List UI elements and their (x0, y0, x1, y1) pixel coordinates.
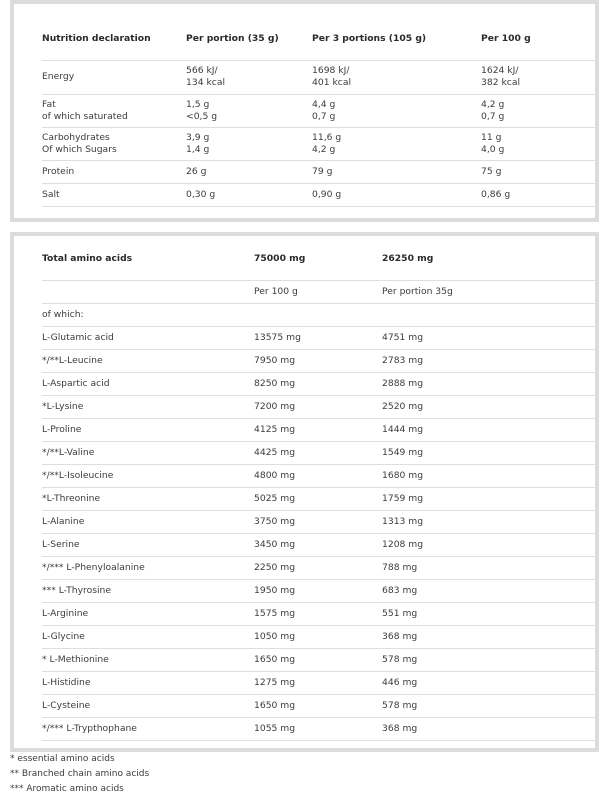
amino-cell-name: L-Proline (42, 418, 254, 441)
nutrition-cell-portion (186, 160, 312, 183)
amino-row (42, 602, 599, 625)
amino-header-portion: 26250 mg (382, 238, 599, 280)
nutrition-cell-line: Protein (42, 165, 75, 177)
amino-cell-per100: 7200 mg (254, 395, 382, 418)
amino-row (42, 556, 599, 579)
amino-cell-portion: 1549 mg (382, 441, 599, 464)
nutrition-table (42, 18, 599, 207)
amino-subheader-per-100: Per 100 g (254, 280, 382, 303)
nutrition-cell-line: 26 g (186, 165, 207, 177)
amino-cell-portion: 788 mg (382, 556, 599, 579)
amino-header-row (42, 238, 599, 280)
nutrition-cell-portion (186, 60, 312, 94)
nutrition-cell-hundred (481, 60, 599, 94)
amino-subheader-row (42, 280, 599, 303)
nutrition-cell-line: 0,90 g (312, 188, 342, 200)
amino-cell-name: */*** L-Phenyloalanine (42, 556, 254, 579)
amino-row (42, 464, 599, 487)
nutrition-cell-line: 4,2 g (312, 143, 336, 155)
nutrition-cell-line: 0,30 g (186, 188, 216, 200)
nutrition-cell-hundred (481, 127, 599, 160)
amino-cell-portion: 2520 mg (382, 395, 599, 418)
amino-cell-per100: 1575 mg (254, 602, 382, 625)
amino-cell-portion: 1444 mg (382, 418, 599, 441)
nutrition-cell-line: 1624 kJ/ (481, 65, 519, 76)
amino-panel (10, 232, 599, 752)
nutrition-cell-label (42, 94, 186, 127)
footnote-essential: * essential amino acids (10, 754, 115, 764)
amino-cell-name: * L-Methionine (42, 648, 254, 671)
nutrition-cell-three (312, 160, 481, 183)
nutrition-cell-line: Carbohydrates (42, 131, 110, 143)
nutrition-cell-three (312, 183, 481, 206)
nutrition-cell-line: 1698 kJ/ (312, 65, 350, 76)
amino-subheader-label (42, 280, 254, 303)
nutrition-header-per-100: Per 100 g (481, 18, 599, 60)
amino-row (42, 510, 599, 533)
amino-body (42, 326, 599, 740)
nutrition-cell-line: Fat (42, 98, 56, 110)
nutrition-cell-line: 79 g (312, 165, 333, 177)
amino-cell-per100: 1275 mg (254, 671, 382, 694)
nutrition-cell-label (42, 183, 186, 206)
nutrition-body (42, 60, 599, 206)
nutrition-cell-line: 1,5 g (186, 98, 210, 110)
amino-cell-per100: 1650 mg (254, 648, 382, 671)
amino-cell-per100: 5025 mg (254, 487, 382, 510)
amino-cell-per100: 1950 mg (254, 579, 382, 602)
amino-cell-portion: 4751 mg (382, 326, 599, 349)
amino-cell-per100: 3750 mg (254, 510, 382, 533)
nutrition-row (42, 60, 599, 94)
amino-cell-name: L-Cysteine (42, 694, 254, 717)
nutrition-cell-line: of which saturated (42, 110, 128, 122)
nutrition-cell-three (312, 127, 481, 160)
amino-cell-portion: 368 mg (382, 625, 599, 648)
amino-cell-per100: 4425 mg (254, 441, 382, 464)
amino-table (42, 238, 599, 741)
amino-header-per-100: 75000 mg (254, 238, 382, 280)
amino-cell-per100: 4125 mg (254, 418, 382, 441)
amino-cell-name: L-Alanine (42, 510, 254, 533)
amino-cell-per100: 1050 mg (254, 625, 382, 648)
amino-cell-per100: 7950 mg (254, 349, 382, 372)
amino-row (42, 487, 599, 510)
amino-cell-portion: 1680 mg (382, 464, 599, 487)
amino-cell-portion: 1208 mg (382, 533, 599, 556)
amino-row (42, 533, 599, 556)
nutrition-panel-inner (14, 4, 595, 218)
amino-cell-name: L-Arginine (42, 602, 254, 625)
nutrition-header-label: Nutrition declaration (42, 18, 186, 60)
amino-row (42, 418, 599, 441)
nutrition-header-three-portions: Per 3 portions (105 g) (312, 18, 481, 60)
amino-cell-name: *L-Threonine (42, 487, 254, 510)
amino-cell-portion: 683 mg (382, 579, 599, 602)
amino-cell-portion: 446 mg (382, 671, 599, 694)
amino-cell-portion: 2888 mg (382, 372, 599, 395)
nutrition-cell-label (42, 127, 186, 160)
amino-cell-name: */**L-Leucine (42, 349, 254, 372)
amino-cell-portion: 368 mg (382, 717, 599, 740)
nutrition-row (42, 127, 599, 160)
amino-cell-portion: 1759 mg (382, 487, 599, 510)
amino-header-label: Total amino acids (42, 238, 254, 280)
nutrition-cell-line: 134 kcal (186, 77, 226, 88)
nutrition-row (42, 94, 599, 127)
amino-cell-portion: 2783 mg (382, 349, 599, 372)
nutrition-cell-line: 0,86 g (481, 188, 511, 200)
nutrition-cell-line: 3,9 g (186, 131, 210, 143)
amino-row (42, 326, 599, 349)
amino-cell-per100: 8250 mg (254, 372, 382, 395)
nutrition-cell-hundred (481, 183, 599, 206)
amino-cell-name: */*** L-Trypthophane (42, 717, 254, 740)
nutrition-cell-line: 0,7 g (481, 110, 505, 122)
nutrition-cell-line: 566 kJ/ (186, 65, 218, 76)
amino-cell-portion: 1313 mg (382, 510, 599, 533)
nutrition-cell-three (312, 94, 481, 127)
nutrition-cell-line: 0,7 g (312, 110, 336, 122)
nutrition-row (42, 183, 599, 206)
amino-cell-name: L-Aspartic acid (42, 372, 254, 395)
nutrition-cell-hundred (481, 94, 599, 127)
amino-row (42, 671, 599, 694)
nutrition-cell-line: 382 kcal (481, 77, 521, 88)
nutrition-cell-line: 11 g (481, 131, 502, 143)
amino-row (42, 648, 599, 671)
amino-row (42, 441, 599, 464)
nutrition-cell-line: 11,6 g (312, 131, 342, 143)
nutrition-cell-line: 75 g (481, 165, 502, 177)
amino-row (42, 372, 599, 395)
amino-row (42, 395, 599, 418)
nutrition-header-portion: Per portion (35 g) (186, 18, 312, 60)
nutrition-cell-line: 401 kcal (312, 77, 352, 88)
nutrition-cell-line: 1,4 g (186, 143, 210, 155)
nutrition-cell-line: <0,5 g (186, 110, 218, 122)
amino-cell-name: */**L-Valine (42, 441, 254, 464)
amino-cell-name: L-Serine (42, 533, 254, 556)
nutrition-cell-line: Salt (42, 188, 60, 200)
amino-cell-per100: 3450 mg (254, 533, 382, 556)
nutrition-cell-label (42, 60, 186, 94)
nutrition-cell-hundred (481, 160, 599, 183)
amino-row (42, 717, 599, 740)
amino-row (42, 349, 599, 372)
amino-cell-portion: 578 mg (382, 694, 599, 717)
nutrition-cell-line: 4,4 g (312, 98, 336, 110)
amino-cell-per100: 2250 mg (254, 556, 382, 579)
amino-cell-per100: 1055 mg (254, 717, 382, 740)
amino-cell-name: */**L-Isoleucine (42, 464, 254, 487)
amino-of-which-empty (254, 303, 382, 326)
amino-cell-portion: 551 mg (382, 602, 599, 625)
nutrition-cell-portion (186, 127, 312, 160)
nutrition-cell-line: Energy (42, 71, 75, 82)
nutrition-header-row (42, 18, 599, 60)
amino-of-which-row (42, 303, 599, 326)
nutrition-cell-portion (186, 94, 312, 127)
nutrition-cell-line: 4,2 g (481, 98, 505, 110)
amino-panel-inner (14, 236, 595, 748)
nutrition-cell-three (312, 60, 481, 94)
amino-of-which-empty (382, 303, 599, 326)
amino-cell-per100: 4800 mg (254, 464, 382, 487)
amino-cell-name: L-Histidine (42, 671, 254, 694)
amino-cell-name: L-Glutamic acid (42, 326, 254, 349)
nutrition-cell-line: 4,0 g (481, 143, 505, 155)
nutrition-cell-line: Of which Sugars (42, 143, 117, 155)
nutrition-row (42, 160, 599, 183)
amino-cell-per100: 1650 mg (254, 694, 382, 717)
amino-cell-name: L-Glycine (42, 625, 254, 648)
amino-row (42, 625, 599, 648)
amino-cell-name: *** L-Thyrosine (42, 579, 254, 602)
nutrition-cell-label (42, 160, 186, 183)
nutrition-panel (10, 0, 599, 222)
amino-of-which-label: of which: (42, 303, 254, 326)
amino-cell-portion: 578 mg (382, 648, 599, 671)
amino-subheader-portion: Per portion 35g (382, 280, 599, 303)
footnote-branched-chain: ** Branched chain amino acids (10, 769, 150, 779)
amino-row (42, 579, 599, 602)
amino-cell-per100: 13575 mg (254, 326, 382, 349)
nutrition-cell-portion (186, 183, 312, 206)
amino-cell-name: *L-Lysine (42, 395, 254, 418)
amino-row (42, 694, 599, 717)
footnote-aromatic: *** Aromatic amino acids (10, 784, 124, 794)
